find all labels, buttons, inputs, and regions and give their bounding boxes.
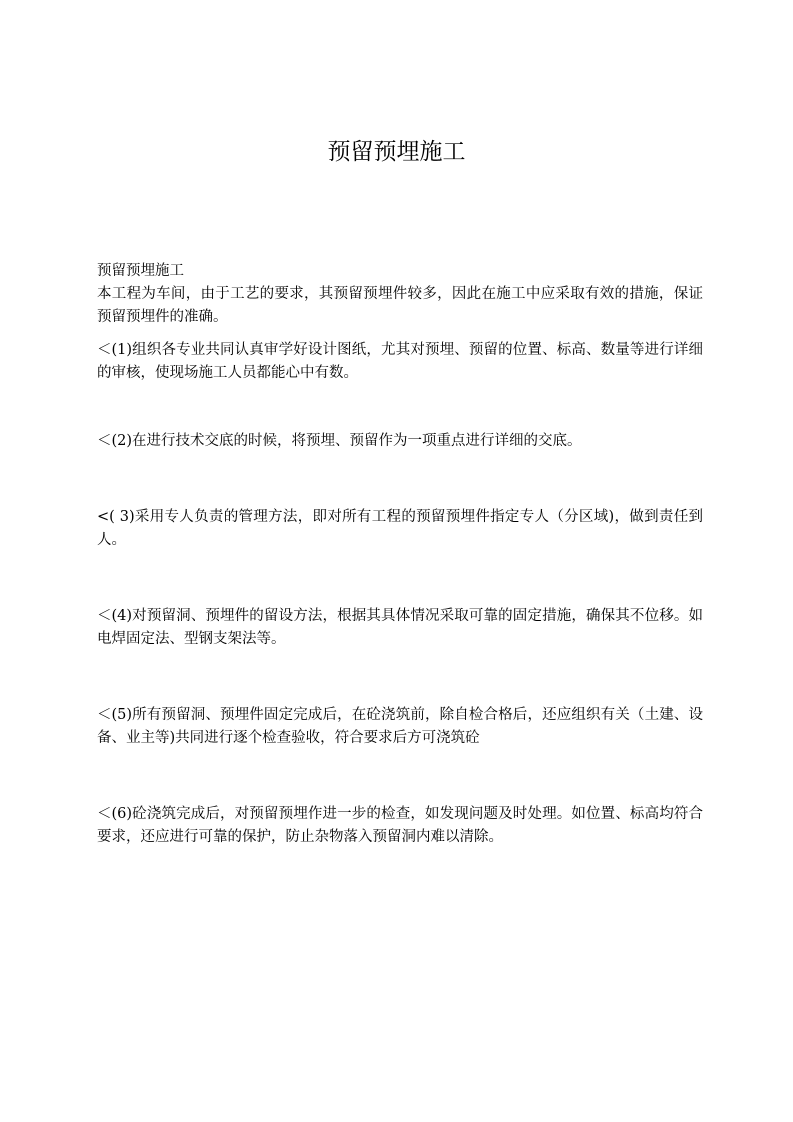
section-subheading: 预留预埋施工 xyxy=(97,263,184,279)
list-item: <( 3)采用专人负责的管理方法，即对所有工程的预留预埋件指定专人（分区域)，做到责任到人。 xyxy=(97,509,703,548)
list-item: ＜(1)组织各专业共同认真审学好设计图纸，尤其对预埋、预留的位置、标高、数量等进行详细的审核，使现场施工人员都能心中有数。 xyxy=(97,342,703,381)
intro-paragraph: 本工程为车间，由于工艺的要求，其预留预埋件较多，因此在施工中应采取有效的措施，保证预留预埋件的准确。 xyxy=(97,286,703,325)
list-item: ＜(5)所有预留洞、预埋件固定完成后，在砼浇筑前，除自检合格后，还应组织有关（土建、设备、业主等)共同进行逐个检查验收，符合要求后方可浇筑砼 xyxy=(97,707,703,746)
list-item: ＜(6)砼浇筑完成后，对预留预埋作进一步的检查，如发现问题及时处理。如位置、标高均符合要求，还应进行可靠的保护，防止杂物落入预留洞内难以清除。 xyxy=(97,806,703,845)
list-item: ＜(2)在进行技术交底的时候，将预埋、预留作为一项重点进行详细的交底。 xyxy=(97,433,582,449)
document-title: 预留预埋施工 xyxy=(327,139,466,165)
list-item: ＜(4)对预留洞、预埋件的留设方法，根据其具体情况采取可靠的固定措施，确保其不位移。如电焊固定法、型钢支架法等。 xyxy=(97,608,703,647)
document-body xyxy=(97,260,703,849)
